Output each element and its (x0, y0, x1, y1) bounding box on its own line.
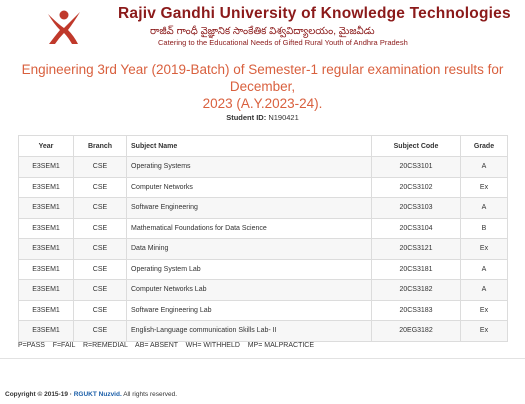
cell-year: E3SEM1 (19, 280, 74, 301)
cell-code: 20CS3183 (372, 300, 461, 321)
page-title-line1: Engineering 3rd Year (2019-Batch) of Semester-1 regular examination results for December, (21, 62, 504, 94)
cell-grade: Ex (461, 177, 508, 198)
cell-subject: English-Language communication Skills Lab- II (127, 321, 372, 342)
rgukt-logo-icon (44, 6, 84, 46)
cell-grade: B (461, 218, 508, 239)
cell-grade: Ex (461, 321, 508, 342)
table-row (19, 259, 508, 280)
column-header-year: Year (19, 136, 74, 157)
cell-code: 20CS3181 (372, 259, 461, 280)
cell-year: E3SEM1 (19, 239, 74, 260)
cell-grade: A (461, 157, 508, 178)
cell-subject: Computer Networks Lab (127, 280, 372, 301)
student-id-value: N190421 (268, 113, 299, 122)
site-footer (5, 391, 177, 398)
column-header-code: Subject Code (372, 136, 461, 157)
cell-branch: CSE (74, 198, 127, 219)
cell-year: E3SEM1 (19, 259, 74, 280)
cell-subject: Operating Systems (127, 157, 372, 178)
table-row (19, 280, 508, 301)
cell-subject: Software Engineering (127, 198, 372, 219)
cell-code: 20CS3182 (372, 280, 461, 301)
cell-subject: Computer Networks (127, 177, 372, 198)
cell-subject: Operating System Lab (127, 259, 372, 280)
cell-code: 20CS3103 (372, 198, 461, 219)
cell-branch: CSE (74, 157, 127, 178)
column-header-branch: Branch (74, 136, 127, 157)
page-title-line2: 2023 (A.Y.2023-24). (202, 96, 323, 111)
cell-grade: A (461, 280, 508, 301)
cell-year: E3SEM1 (19, 177, 74, 198)
cell-grade: Ex (461, 239, 508, 260)
page-title (0, 61, 525, 112)
table-row (19, 177, 508, 198)
cell-code: 20CS3104 (372, 218, 461, 239)
cell-code: 20CS3101 (372, 157, 461, 178)
table-row (19, 239, 508, 260)
cell-subject: Data Mining (127, 239, 372, 260)
results-table (18, 135, 508, 342)
cell-branch: CSE (74, 300, 127, 321)
table-row (19, 321, 508, 342)
student-id-label: Student ID: (226, 113, 267, 122)
copyright-text: Copyright © 2015-19 · (5, 391, 72, 398)
cell-subject: Software Engineering Lab (127, 300, 372, 321)
cell-year: E3SEM1 (19, 321, 74, 342)
rgukt-nuzvid-link[interactable]: RGUKT Nuzvid. (73, 391, 122, 398)
cell-year: E3SEM1 (19, 157, 74, 178)
university-name-telugu: రాజీవ్ గాంధీ వైజ్ఞానిక సాంకేతిక విశ్వవిద్యాలయం, మైజవీడు (150, 26, 375, 37)
cell-year: E3SEM1 (19, 300, 74, 321)
cell-code: 20EG3182 (372, 321, 461, 342)
cell-code: 20CS3102 (372, 177, 461, 198)
table-row (19, 218, 508, 239)
cell-branch: CSE (74, 218, 127, 239)
table-row (19, 300, 508, 321)
university-tagline: Catering to the Educational Needs of Gifted Rural Youth of Andhra Pradesh (158, 38, 408, 47)
footer-divider (0, 358, 525, 359)
cell-grade: A (461, 259, 508, 280)
table-row (19, 198, 508, 219)
cell-subject: Mathematical Foundations for Data Science (127, 218, 372, 239)
table-row (19, 157, 508, 178)
cell-year: E3SEM1 (19, 198, 74, 219)
cell-code: 20CS3121 (372, 239, 461, 260)
cell-year: E3SEM1 (19, 218, 74, 239)
column-header-subject: Subject Name (127, 136, 372, 157)
cell-grade: A (461, 198, 508, 219)
cell-branch: CSE (74, 177, 127, 198)
cell-branch: CSE (74, 259, 127, 280)
site-header (0, 0, 525, 52)
cell-grade: Ex (461, 300, 508, 321)
student-id-line (0, 113, 525, 122)
grade-legend: P=PASS F=FAIL R=REMEDIAL AB= ABSENT WH= WITHHELD MP= MALPRACTICE (18, 342, 315, 349)
university-name: Rajiv Gandhi University of Knowledge Technologies (118, 5, 511, 22)
cell-branch: CSE (74, 280, 127, 301)
cell-branch: CSE (74, 239, 127, 260)
cell-branch: CSE (74, 321, 127, 342)
rights-text: All rights reserved. (123, 391, 178, 398)
column-header-grade: Grade (461, 136, 508, 157)
table-header-row (19, 136, 508, 157)
